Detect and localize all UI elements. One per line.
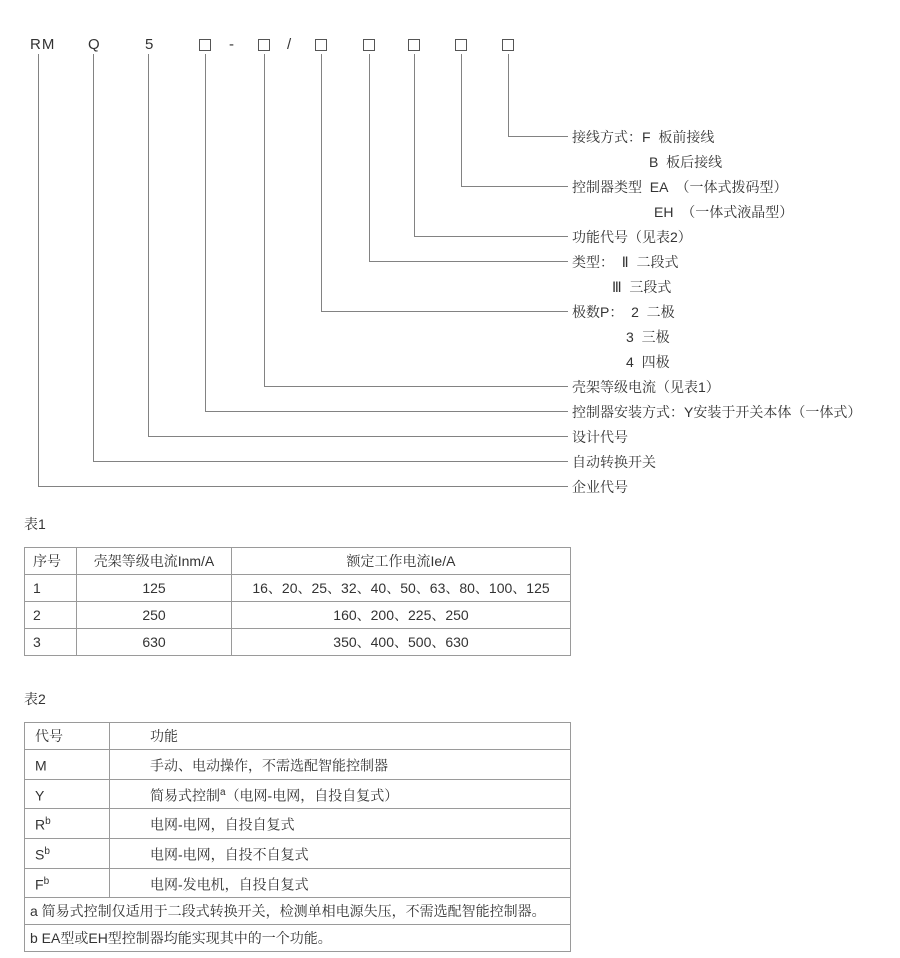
table2-title: 表2 — [24, 691, 46, 707]
code-digit-5: 5 — [145, 36, 155, 53]
function-text: 电网-电网，自投不自复式 — [150, 846, 309, 863]
function-code: R — [35, 816, 46, 833]
table1-title: 表1 — [24, 516, 46, 532]
table2-code-cell — [25, 868, 110, 898]
table2-row — [25, 809, 571, 839]
label-wiring-method-b: B 板后接线 — [649, 154, 723, 170]
table2-func-cell — [110, 868, 571, 898]
table2-footnote-row — [25, 925, 571, 952]
table1-cell: 16、20、25、32、40、50、63、80、100、125 — [232, 575, 571, 602]
code-slash: / — [287, 36, 293, 53]
table1-cell: 1 — [25, 575, 77, 602]
label-poles: 极数P： 2 二极 — [572, 304, 675, 320]
function-code: M — [35, 757, 47, 774]
table1-cell: 3 — [25, 629, 77, 656]
code-placeholder-box-1 — [199, 39, 211, 51]
table2-func-cell — [110, 809, 571, 839]
tables-section — [0, 515, 900, 952]
label-poles-4: 4 四极 — [626, 354, 670, 370]
table2-code-cell — [25, 809, 110, 839]
code-placeholder-box-4 — [363, 39, 375, 51]
label-controller-type: 控制器类型 EA （一体式拨码型） — [572, 179, 788, 195]
table1-row — [25, 602, 571, 629]
table1-cell: 250 — [77, 602, 232, 629]
table2-row — [25, 750, 571, 780]
function-text: （电网-电网，自投自复式） — [225, 787, 399, 804]
label-type: 类型： Ⅱ 二段式 — [572, 254, 679, 270]
table2-row — [25, 779, 571, 809]
table1-header-frame-current: 壳架等级电流Inm/A — [77, 548, 232, 575]
label-controller-type-eh: EH （一体式液晶型） — [654, 204, 794, 220]
table2-func-cell — [110, 779, 571, 809]
table2-function-codes — [24, 722, 571, 952]
code-placeholder-box-3 — [315, 39, 327, 51]
code-placeholder-box-5 — [408, 39, 420, 51]
code-placeholder-box-6 — [455, 39, 467, 51]
code-dash: - — [229, 36, 235, 53]
table2-header-function: 功能 — [110, 723, 571, 750]
label-controller-mount: 控制器安装方式：Y安装于开关本体（一体式） — [572, 404, 862, 420]
label-transfer-switch: 自动转换开关 — [572, 454, 656, 470]
code-superscript: b — [44, 845, 50, 857]
table1-row — [25, 629, 571, 656]
function-code: F — [35, 876, 44, 893]
label-function-code: 功能代号（见表2） — [572, 229, 692, 245]
code-placeholder-box-2 — [258, 39, 270, 51]
label-poles-3: 3 三极 — [626, 329, 670, 345]
label-company-code: 企业代号 — [572, 479, 628, 495]
code-superscript: b — [45, 816, 51, 828]
table2-footnote-row — [25, 898, 571, 925]
function-text: 手动、电动操作，不需选配智能控制器 — [150, 757, 388, 774]
table1-header-row — [25, 548, 571, 575]
table1-header-index: 序号 — [25, 548, 77, 575]
label-design-code: 设计代号 — [572, 429, 628, 445]
table2-header-row — [25, 723, 571, 750]
function-code: Y — [35, 787, 45, 804]
function-text: 电网-电网，自投自复式 — [150, 816, 295, 833]
table2-code-cell — [25, 838, 110, 868]
table2-header-code: 代号 — [25, 723, 110, 750]
function-text: 简易式控制 — [150, 787, 220, 804]
label-type-iii: Ⅲ 三段式 — [612, 279, 672, 295]
code-letter-q: Q — [88, 36, 101, 53]
table2-func-cell — [110, 838, 571, 868]
table1-row — [25, 575, 571, 602]
function-code: S — [35, 846, 45, 863]
label-frame-current: 壳架等级电流（见表1） — [572, 379, 720, 395]
table2-footnote-b: b EA型或EH型控制器均能实现其中的一个功能。 — [25, 925, 571, 952]
table2-func-cell — [110, 750, 571, 780]
connector-line-company-code — [38, 54, 568, 487]
label-wiring-method: 接线方式：F 板前接线 — [572, 129, 715, 145]
table1-cell: 125 — [77, 575, 232, 602]
table2-row — [25, 868, 571, 898]
table2-footnote-a: a 简易式控制仅适用于二段式转换开关，检测单相电源失压，不需选配智能控制器。 — [25, 898, 571, 925]
table1-cell: 160、200、225、250 — [232, 602, 571, 629]
table2-row — [25, 838, 571, 868]
table1-frame-current — [24, 547, 571, 656]
function-superscript: a — [220, 786, 226, 798]
table2-code-cell — [25, 779, 110, 809]
table2-code-cell — [25, 750, 110, 780]
code-prefix-rm: RM — [30, 36, 56, 53]
table1-cell: 2 — [25, 602, 77, 629]
table1-header-rated-current: 额定工作电流Ie/A — [232, 548, 571, 575]
code-superscript: b — [43, 875, 50, 887]
function-text: 电网-发电机，自投自复式 — [150, 876, 309, 893]
table1-cell: 630 — [77, 629, 232, 656]
code-placeholder-box-7 — [502, 39, 514, 51]
table1-cell: 350、400、500、630 — [232, 629, 571, 656]
